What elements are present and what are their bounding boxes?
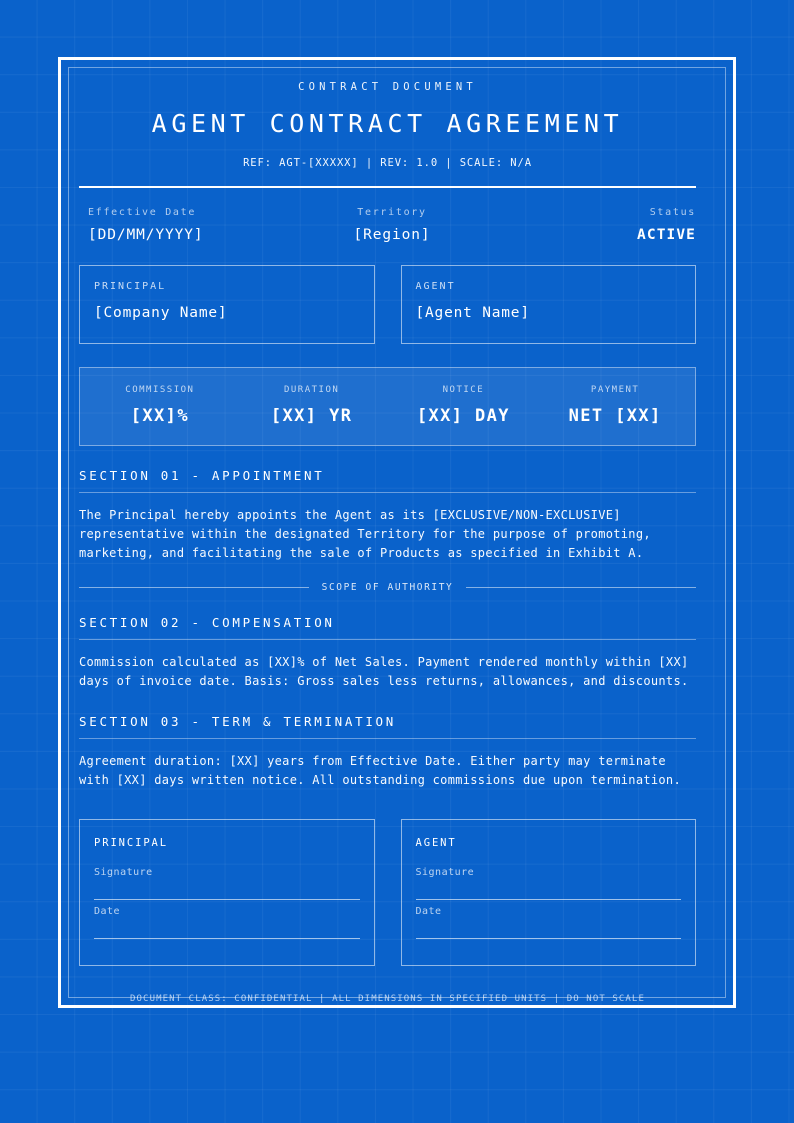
stat-commission (84, 385, 236, 426)
page-title: AGENT CONTRACT AGREEMENT (151, 109, 624, 138)
meta-status-label: Status (649, 206, 697, 218)
meta-territory-value: [Region] (353, 226, 431, 243)
stat-notice-label: NOTICE (442, 384, 485, 395)
section-01 (79, 468, 696, 564)
divider-label: SCOPE OF AUTHORITY (321, 581, 454, 593)
stat-payment-value: NET [XX] (568, 405, 662, 426)
stat-payment-label: PAYMENT (590, 384, 640, 395)
signature-principal-signature-line (94, 899, 360, 900)
section-03-title: SECTION 03 - TERM & TERMINATION (79, 714, 696, 739)
signature-agent-date-label: Date (415, 905, 442, 917)
stat-notice-value: [XX] DAY (416, 405, 510, 426)
section-01-title: SECTION 01 - APPOINTMENT (79, 468, 696, 493)
divider-rule-left (79, 587, 309, 588)
section-03-body: Agreement duration: [XX] years from Effective Date. Either party may terminate with [XX] days written notice. All outstanding commissions due upon termination. (79, 753, 681, 788)
document-reference: REF: AGT-[XXXXX] | REV: 1.0 | SCALE: N/A (243, 156, 532, 169)
divider-rule-right (466, 587, 696, 588)
section-01-body: The Principal hereby appoints the Agent as its [EXCLUSIVE/NON-EXCLUSIVE] representative within the designated Territory for the purpose of promoting, marketing, and facilitating the sale of Products as specified in Exhibit A. (79, 507, 651, 561)
metadata-row (79, 207, 696, 243)
signature-agent-date-line (416, 938, 682, 939)
signature-principal-signature-field[interactable] (94, 867, 360, 900)
party-principal-label: PRINCIPAL (94, 280, 167, 292)
party-row (79, 265, 696, 344)
document-footer: DOCUMENT CLASS: CONFIDENTIAL | ALL DIMENSIONS IN SPECIFIED UNITS | DO NOT SCALE (130, 993, 645, 1004)
party-agent-value: [Agent Name] (415, 304, 530, 321)
party-principal-value: [Company Name] (94, 304, 228, 321)
signature-agent-signature-line (416, 899, 682, 900)
meta-territory-label: Territory (357, 206, 427, 218)
stat-commission-label: COMMISSION (125, 384, 195, 395)
signature-box-principal (79, 819, 375, 966)
section-02-title: SECTION 02 - COMPENSATION (79, 615, 696, 640)
signature-row (79, 819, 696, 966)
meta-effective-date-value: [DD/MM/YYYY] (88, 226, 204, 243)
signature-agent-signature-label: Signature (415, 866, 475, 878)
signature-agent-heading: AGENT (415, 836, 457, 849)
stat-commission-value: [XX]% (130, 405, 189, 426)
signature-agent-signature-field[interactable] (416, 867, 682, 900)
signature-agent-date-field[interactable] (416, 906, 682, 939)
signature-principal-signature-label: Signature (94, 866, 153, 878)
signature-principal-date-field[interactable] (94, 906, 360, 939)
key-terms-band (79, 367, 696, 446)
signature-principal-date-line (94, 938, 360, 939)
section-02-body: Commission calculated as [XX]% of Net Sales. Payment rendered monthly within [XX] days of invoice date. Basis: Gross sales less returns, allowances, and discounts. (79, 654, 689, 689)
stat-duration-value: [XX] YR (270, 405, 353, 426)
stat-duration-label: DURATION (283, 384, 340, 395)
stat-notice (388, 385, 540, 426)
document-kicker: CONTRACT DOCUMENT (298, 81, 477, 93)
meta-status (493, 207, 696, 243)
stat-duration (236, 385, 388, 426)
party-box-principal (79, 265, 375, 344)
party-box-agent (401, 265, 697, 344)
document-header (79, 81, 696, 188)
signature-principal-date-label: Date (94, 905, 121, 917)
meta-territory (291, 207, 494, 243)
meta-effective-date-label: Effective Date (88, 206, 197, 218)
header-divider-rule (79, 186, 696, 188)
party-agent-label: AGENT (415, 280, 456, 292)
section-02 (79, 615, 696, 692)
stat-payment (539, 385, 691, 426)
section-03 (79, 714, 696, 791)
scope-of-authority-divider (79, 582, 696, 593)
signature-principal-heading: PRINCIPAL (94, 836, 168, 849)
signature-box-agent (401, 819, 697, 966)
contract-sheet (79, 67, 697, 1004)
meta-effective-date (79, 207, 291, 243)
status-badge: ACTIVE (637, 226, 697, 243)
